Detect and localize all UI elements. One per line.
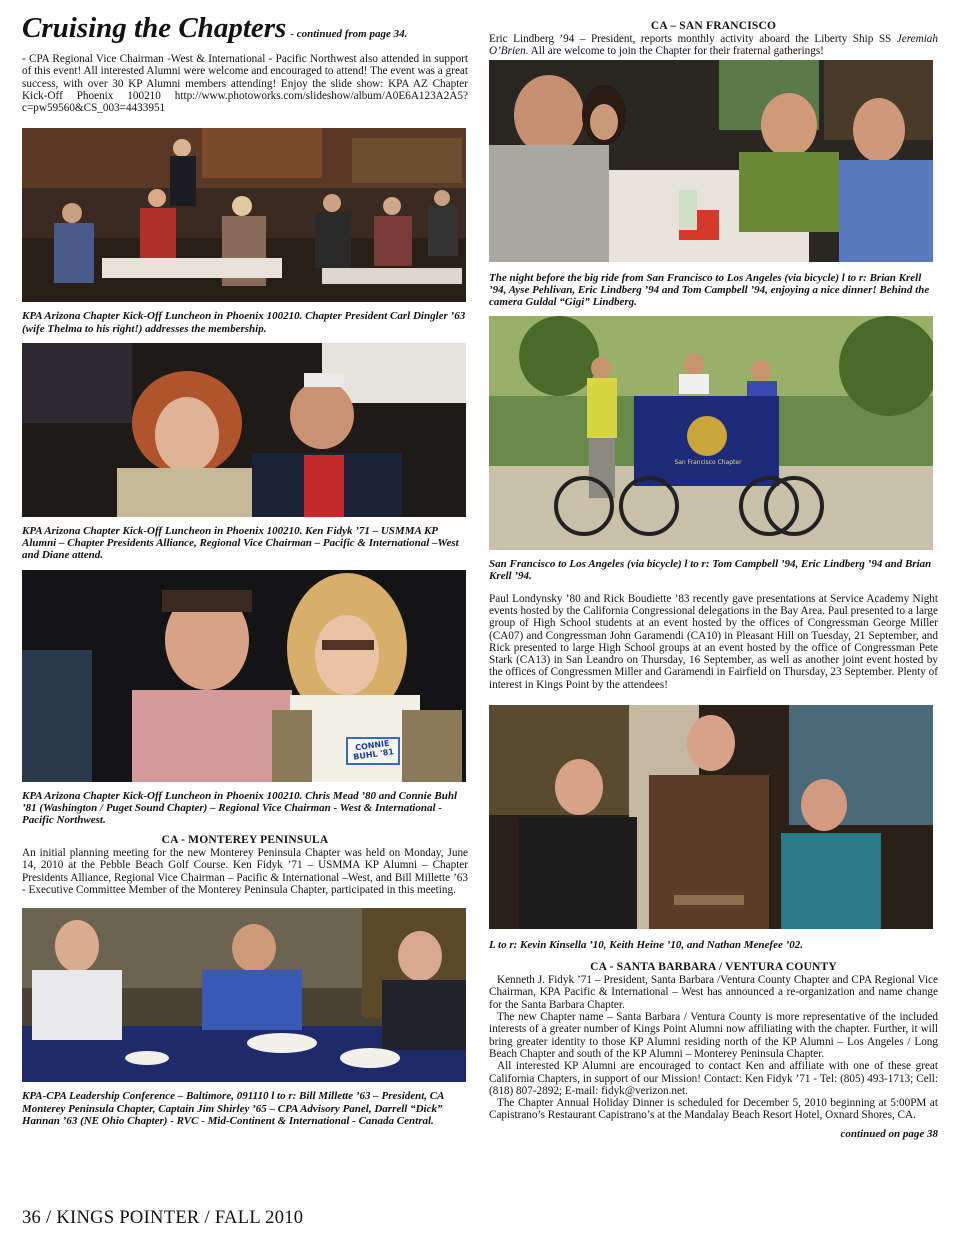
photo-leadership-conference-image [22, 908, 466, 1082]
photo-mead-buhl-image [22, 570, 466, 782]
page-header [22, 14, 468, 43]
intro-paragraph: - CPA Regional Vice Chairman -West & International - Pacific Northwest also attended in support of this event! All interested Alumni were welcome and encouraged to attend! The event was a great success, with over 30 KP Alumni members attending! Enjoy the slide show: KPA AZ Chapter Kick-Off Phoenix 100210 http://www.photoworks.com/slideshow/album/A0E6A123A2A5?c=pw59560&CS_003=4433951 [22, 53, 468, 115]
santa-barbara-paragraph-1: Kenneth J. Fidyk ’71 – President, Santa Barbara /Ventura County Chapter and CPA Regional Vice Chairman, KPA Pacific & International – West has announced a re-organization and name change for the Santa Barbara Chapter. [489, 974, 938, 1011]
section-heading-santa-barbara: CA - SANTA BARBARA / VENTURA COUNTY [590, 961, 837, 974]
caption-sf-bicycle: San Francisco to Los Angeles (via bicycle) l to r: Tom Campbell ’94, Eric Lindberg ’94 and Brian Krell ’94. [489, 558, 932, 583]
photo-leadership-conference [22, 908, 466, 1082]
photo-luncheon-room-image [22, 128, 466, 302]
photo-luncheon-room [22, 128, 466, 302]
left-column [22, 14, 468, 1127]
caption-leadership-conference: KPA-CPA Leadership Conference – Baltimore, 091110 l to r: Bill Millette ’63 – President, CA Monterey Peninsula Chapter, Captain Jim Shirley ’65 – CPA Advisory Panel, Darrell “Dick” Hannan ’63 (NE Ohio Chapter) - RVC - Mid-Continent & International - Canada Central. [22, 1090, 444, 1127]
photo-sf-dinner-image [489, 60, 933, 262]
monterey-paragraph: An initial planning meeting for the new Monterey Peninsula Chapter was held on Monday, June 14, 2010 at the Pebble Beach Golf Course. Ken Fidyk ’71 – USMMA KP Alumni – Chapter Presidents Alliance, Regional Vice Chairman – Pacific & International –West, and Bill Millette ’63 - Executive Committee Member of the Monterey Peninsula Chapter, participated in this meeting. [22, 847, 468, 896]
continued-from-note: - continued from page 34. [290, 28, 408, 40]
ship-name: Jeremiah O’Brien [489, 33, 938, 58]
sf-body-part2: . All are welcome to join the Chapter for their fraternal gatherings! [525, 45, 824, 58]
page-footer: 36 / KINGS POINTER / FALL 2010 [22, 1208, 304, 1228]
presentations-paragraph: Paul Londynsky ’80 and Rick Boudiette ’83 recently gave presentations at Service Academy Night events hosted by the California Congressional delegations in the Bay Area. Paul presented to a large group of High School students at an event hosted by the offices of Congressman George Miller (CA07) and Congressman John Garamendi (CA10) in Pleasant Hill on Tuesday, 21 September, and Rick presented to large High School groups at an event hosted by the office of Congressman Pete Stark (CA13) in San Leandro on Thursday, 16 September, as well as another joint event hosted by the offices of Congressmen Miller and Garamendi in Fairfield on Thursday, 23 September. Plenty of interest in Kings Point by the attendees! [489, 592, 938, 691]
caption-sf-dinner: The night before the big ride from San Francisco to Los Angeles (via bicycle) l to r: Brian Krell ’94, Ayse Pehlivan, Eric Lindberg ’94 and Tom Campbell ’94, enjoying a nice dinner! Behind the camera Guldal “Gigi” Lindberg. [489, 271, 930, 308]
photo-fidyk-couple [22, 343, 466, 517]
san-francisco-paragraph [489, 33, 938, 58]
photo-sf-bicycle-image [489, 316, 933, 550]
caption-fidyk-couple: KPA Arizona Chapter Kick-Off Luncheon in Phoenix 100210. Ken Fidyk ’71 – USMMA KP Alumni – Chapter Presidents Alliance, Regional Vice Chairman – Pacific & International –West and Diane attend. [22, 524, 459, 562]
caption-mead-buhl: KPA Arizona Chapter Kick-Off Luncheon in Phoenix 100210. Chris Mead ’80 and Connie Buhl ’81 (Washington / Puget Sound Chapter) – Regional Vice Chairman - West & International - Pacific Northwest. [22, 789, 457, 826]
right-column [489, 20, 938, 1141]
caption-three-alumni: L to r: Kevin Kinsella ’10, Keith Heine ’10, and Nathan Menefee ’02. [489, 938, 803, 951]
banner-text: San Francisco Chapter [674, 459, 742, 467]
caption-luncheon-room: KPA Arizona Chapter Kick-Off Luncheon in Phoenix 100210. Chapter President Carl Dingler ’63 (wife Thelma to his right!) addresses the membership. [22, 310, 466, 335]
santa-barbara-paragraph-3: All interested KP Alumni are encouraged to contact Ken and affiliate with one of these great California Chapters, in support of our Mission! Contact: Ken Fidyk ’71 - Tel: (805) 493-1713; Cell: (818) 807-2892; E-mail: fidyk@verizon.net. [489, 1060, 938, 1097]
photo-three-alumni [489, 705, 933, 929]
sf-body-part1: Eric Lindberg ’94 – President, reports monthly activity aboard the Liberty Ship SS [489, 33, 897, 45]
continued-on-note: continued on page 38 [840, 1127, 938, 1140]
santa-barbara-paragraph-4: The Chapter Annual Holiday Dinner is scheduled for December 5, 2010 beginning at 5:00PM at Capistrano’s Restaurant Capistrano’s at the Mandalay Beach Resort Hotel, Oxnard Shores, CA. [489, 1097, 938, 1122]
page-title: Cruising the Chapters [22, 12, 287, 44]
photo-sf-dinner [489, 60, 933, 262]
photo-sf-bicycle [489, 316, 933, 550]
photo-three-alumni-image [489, 705, 933, 929]
connie-name-tag: CONNIE BUHL '81 [352, 738, 395, 762]
section-heading-monterey: CA - MONTEREY PENINSULA [161, 834, 329, 847]
santa-barbara-paragraph-2: The new Chapter name – Santa Barbara / Ventura County is more representative of the included interests of a greater number of Kings Point Alumni now affiliating with the chapter. Further, it will bring greater identity to those KP Alumni residing north of the KP Alumni – Los Angeles / Long Beach Chapter and south of the KP Alumni – Monterey Peninsula Chapter. [489, 1011, 938, 1060]
section-heading-san-francisco: CA – SAN FRANCISCO [650, 20, 777, 32]
photo-mead-buhl [22, 570, 466, 782]
photo-fidyk-couple-image [22, 343, 466, 517]
